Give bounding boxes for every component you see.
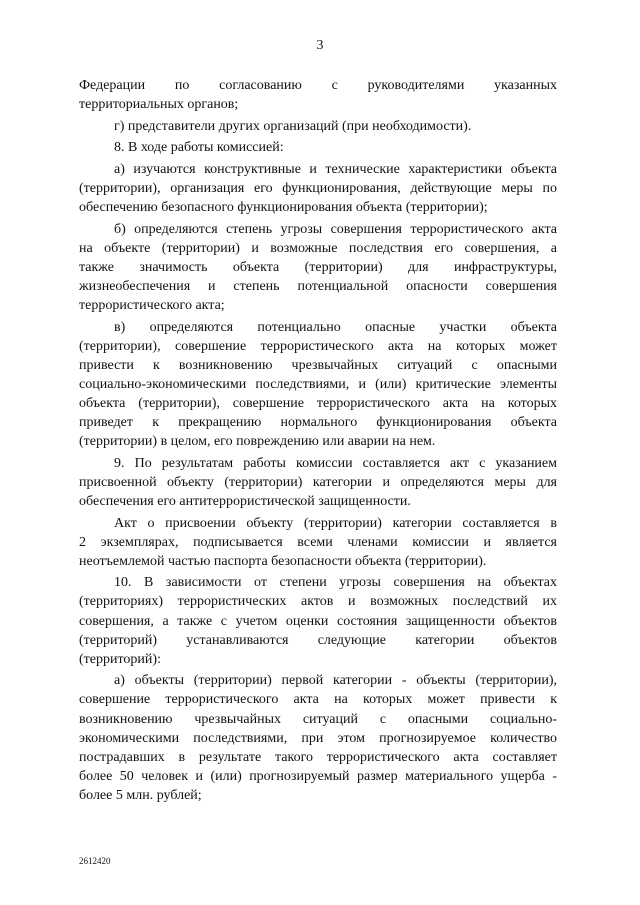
- text-line: более 5 млн. рублей;: [79, 787, 202, 803]
- text-line: 9. По результатам работы комиссии составляется акт с указанием: [114, 455, 557, 471]
- paragraph: [79, 671, 557, 805]
- text-line: а) объекты (территории) первой категории - объекты (территории),: [114, 673, 557, 689]
- text-line: г) представители других организаций (при необходимости).: [114, 118, 472, 134]
- text-line: а) изучаются конструктивные и технические характеристики объекта: [114, 161, 557, 177]
- page-number: 3: [316, 38, 324, 53]
- text-line: совершение террористического акта на которых может привести к: [79, 692, 557, 708]
- text-line: приведет к прекращению нормального функционирования объекта: [79, 415, 557, 431]
- paragraph: [79, 573, 557, 668]
- text-line: на объекте (территории) и возможные последствия его совершения, а: [79, 240, 557, 256]
- text-line: более 50 человек и (или) прогнозируемый размер материального ущерба -: [79, 768, 557, 784]
- text-line: 2 экземплярах, подписывается всеми членами комиссии и является: [79, 534, 557, 550]
- text-line: (территории), совершение террористического акта на которых может: [79, 338, 557, 354]
- text-line: экономическими последствиями, при этом прогнозируемое количество: [79, 730, 557, 746]
- text-line: (территорий) устанавливаются следующие категории объектов: [79, 632, 557, 648]
- paragraph: [79, 160, 557, 217]
- text-line: также значимость объекта (территории) для инфраструктуры,: [79, 259, 557, 275]
- text-line: территориальных органов;: [79, 97, 239, 113]
- text-line: террористического акта;: [79, 298, 225, 314]
- document-code: 2612420: [79, 856, 111, 866]
- text-line: Федерации по согласованию с руководителями указанных: [79, 78, 557, 93]
- text-line: обеспечения его антитеррористической защищенности.: [79, 493, 411, 509]
- text-line: 8. В ходе работы комиссией:: [114, 140, 284, 156]
- text-line: (территории), организация его функционирования, действующие меры по: [79, 180, 557, 196]
- text-line: (территорий):: [79, 651, 161, 667]
- text-line: в) определяются потенциально опасные участки объекта: [114, 319, 557, 335]
- text-line: привести к возникновению чрезвычайных ситуаций с опасными: [79, 357, 557, 373]
- paragraph: [79, 514, 557, 571]
- text-line: пострадавших в результате такого террористического акта составляет: [79, 749, 557, 765]
- text-line: жизнеобеспечения и степень потенциальной опасности совершения: [79, 278, 557, 294]
- text-line: совершения, а также с учетом оценки состояния защищенности объектов: [79, 613, 557, 629]
- paragraph: [79, 318, 557, 452]
- text-line: Акт о присвоении объекту (территории) категории составляется в: [114, 515, 557, 531]
- text-line: неотъемлемой частью паспорта безопасности объекта (территории).: [79, 553, 487, 569]
- text-line: социально-экономическими последствиями, и (или) критические элементы: [79, 376, 557, 392]
- text-line: присвоенной объекту (территории) категории и определяются меры для: [79, 474, 557, 490]
- paragraph: [79, 138, 557, 157]
- text-line: (территории) в целом, его повреждению или аварии на нем.: [79, 434, 436, 450]
- document-body: [79, 76, 557, 805]
- text-line: б) определяются степень угрозы совершения террористического акта: [114, 221, 557, 237]
- paragraph: [79, 220, 557, 315]
- text-line: возникновению чрезвычайных ситуаций с опасными социально-: [79, 711, 557, 727]
- paragraph: [79, 454, 557, 511]
- text-line: объекта (территории), совершение террористического акта на которых: [79, 396, 557, 411]
- text-line: (территориях) террористических актов и возможных последствий их: [79, 594, 557, 610]
- paragraph: [79, 76, 557, 114]
- paragraph: [79, 117, 557, 136]
- text-line: 10. В зависимости от степени угрозы совершения на объектах: [114, 575, 557, 591]
- text-line: обеспечению безопасного функционирования объекта (территории);: [79, 200, 488, 216]
